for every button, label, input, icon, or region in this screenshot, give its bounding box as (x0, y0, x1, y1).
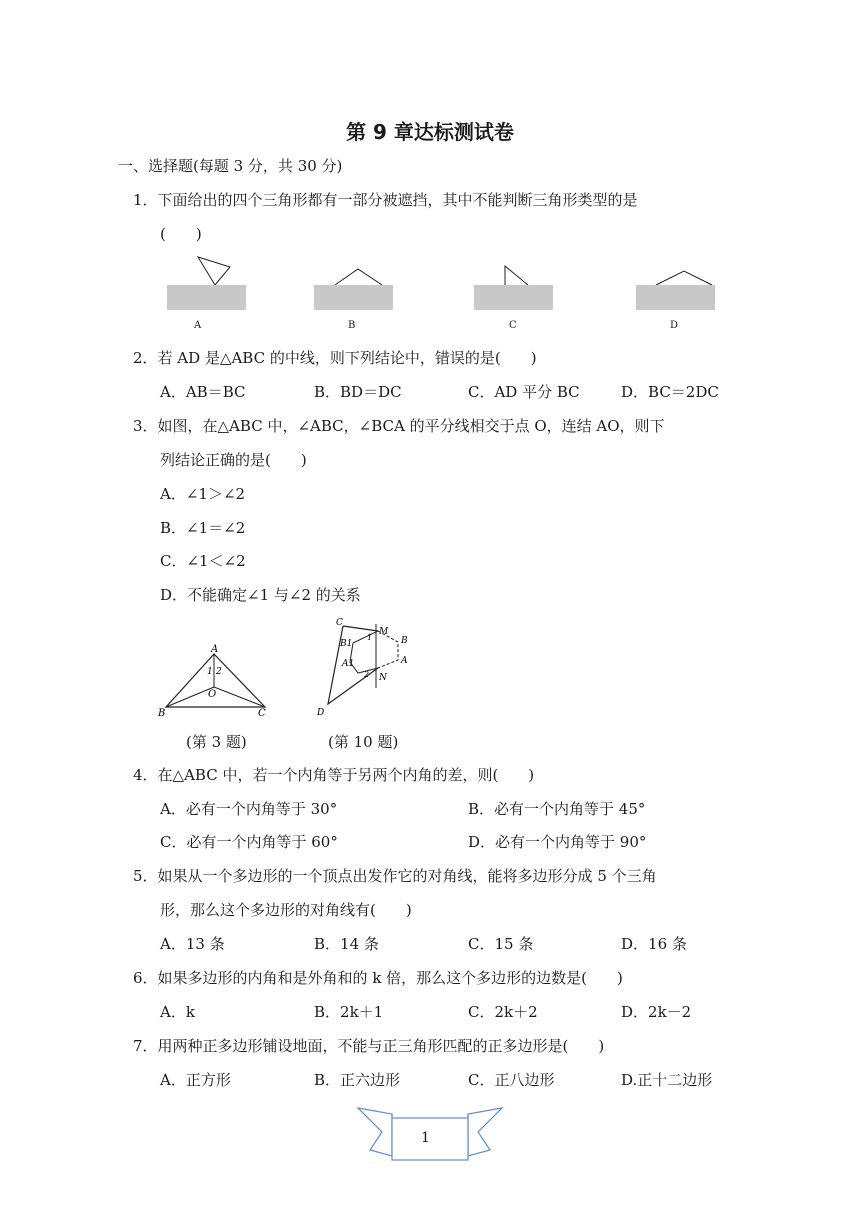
q6-option-b: B．2k＋1 (314, 1003, 384, 1021)
label-a: A (401, 656, 408, 666)
triangle-c (505, 266, 528, 285)
label-c: C (258, 708, 266, 719)
q2-option-c: C．AD 平分 BC (468, 383, 580, 401)
label-o: O (208, 689, 217, 700)
q7-option-a: A．正方形 (160, 1071, 231, 1089)
q7-option-b: B．正六边形 (314, 1071, 401, 1089)
q3-option-d: D．不能确定∠1 与∠2 的关系 (160, 586, 361, 604)
q5-option-b: B．14 条 (314, 935, 379, 953)
q6-option-d: D．2k－2 (621, 1003, 692, 1021)
page-ribbon-icon (356, 1104, 504, 1166)
q5-stem-line2: 形，那么这个多边形的对角线有( ) (160, 901, 412, 919)
q4-option-b: B．必有一个内角等于 45° (468, 800, 646, 818)
occluder-a (167, 285, 246, 310)
q1-fig-label-b: B (348, 320, 356, 331)
q1-fig-label-c: C (509, 320, 517, 331)
q3-option-c: C．∠1＜∠2 (160, 552, 246, 570)
label-m: M (379, 627, 389, 637)
q1-answer-bracket: ( ) (160, 225, 202, 243)
occluder-d (636, 285, 715, 310)
segment-cm (343, 626, 378, 631)
label-b: B (401, 636, 408, 646)
page-number: 1 (421, 1130, 430, 1146)
q2-option-b: B．BD＝DC (314, 383, 402, 401)
occluder-c (474, 285, 553, 310)
triangle-d (656, 271, 712, 285)
q2-option-a: A．AB＝BC (160, 383, 246, 401)
q1-fig-label-d: D (670, 320, 679, 331)
q3-option-a: A．∠1＞∠2 (160, 485, 246, 503)
triangle-a (198, 257, 230, 285)
label-a1: A1 (342, 659, 355, 669)
q3-option-b: B．∠1＝∠2 (160, 519, 246, 537)
page-title: 第 9 章达标测试卷 (346, 120, 514, 144)
q7-stem: 7．用两种正多边形铺设地面，不能与正三角形匹配的正多边形是( ) (133, 1037, 605, 1055)
label-b: B (158, 708, 166, 719)
occluder-b (314, 285, 393, 310)
q5-option-d: D．16 条 (621, 935, 687, 953)
q2-stem: 2．若 AD 是△ABC 的中线，则下列结论中，错误的是( ) (133, 349, 537, 367)
q6-option-c: C．2k＋2 (468, 1003, 538, 1021)
label-angle-2: 2 (364, 670, 370, 679)
q5-option-a: A．13 条 (160, 935, 225, 953)
q4-option-a: A．必有一个内角等于 30° (160, 800, 338, 818)
q5-stem-line1: 5．如果从一个多边形的一个顶点出发作它的对角线，能将多边形分成 5 个三角 (133, 867, 657, 885)
q6-option-a: A．k (160, 1003, 195, 1021)
label-n: N (379, 673, 387, 683)
fig10-caption: (第 10 题) (328, 733, 399, 751)
figure-q3 (150, 640, 280, 722)
label-angle-1: 1 (367, 633, 373, 642)
label-angle-1: 1 (207, 667, 213, 677)
q2-option-d: D．BC＝2DC (621, 383, 719, 401)
triangle-b (335, 269, 382, 285)
q3-stem-line1: 3．如图，在△ABC 中，∠ABC，∠BCA 的平分线相交于点 O，连结 AO，则下 (133, 417, 665, 435)
q7-option-d: D.正十二边形 (621, 1071, 713, 1089)
fig3-caption: (第 3 题) (186, 733, 247, 751)
q4-stem: 4．在△ABC 中，若一个内角等于另两个内角的差，则( ) (133, 766, 535, 784)
q1-fig-label-a: A (194, 320, 202, 331)
figure-q10 (312, 616, 422, 718)
segment-co (214, 687, 265, 707)
q4-option-c: C．必有一个内角等于 60° (160, 833, 338, 851)
label-c: C (336, 618, 343, 628)
q5-option-c: C．15 条 (468, 935, 534, 953)
section-heading: 一、选择题(每题 3 分，共 30 分) (118, 157, 343, 175)
q1-stem-line1: 1．下面给出的四个三角形都有一部分被遮挡，其中不能判断三角形类型的是 (133, 191, 638, 209)
label-angle-2: 2 (216, 667, 222, 677)
q7-option-c: C．正八边形 (468, 1071, 555, 1089)
q1-triangles-figure (160, 254, 730, 316)
label-a: A (211, 644, 219, 655)
label-d: D (317, 708, 325, 718)
q3-stem-line2: 列结论正确的是( ) (160, 451, 307, 469)
label-b1: B1 (340, 639, 353, 649)
q4-option-d: D．必有一个内角等于 90° (468, 833, 647, 851)
segment-bo (166, 687, 217, 707)
q6-stem: 6．如果多边形的内角和是外角和的 k 倍，那么这个多边形的边数是( ) (133, 969, 623, 987)
